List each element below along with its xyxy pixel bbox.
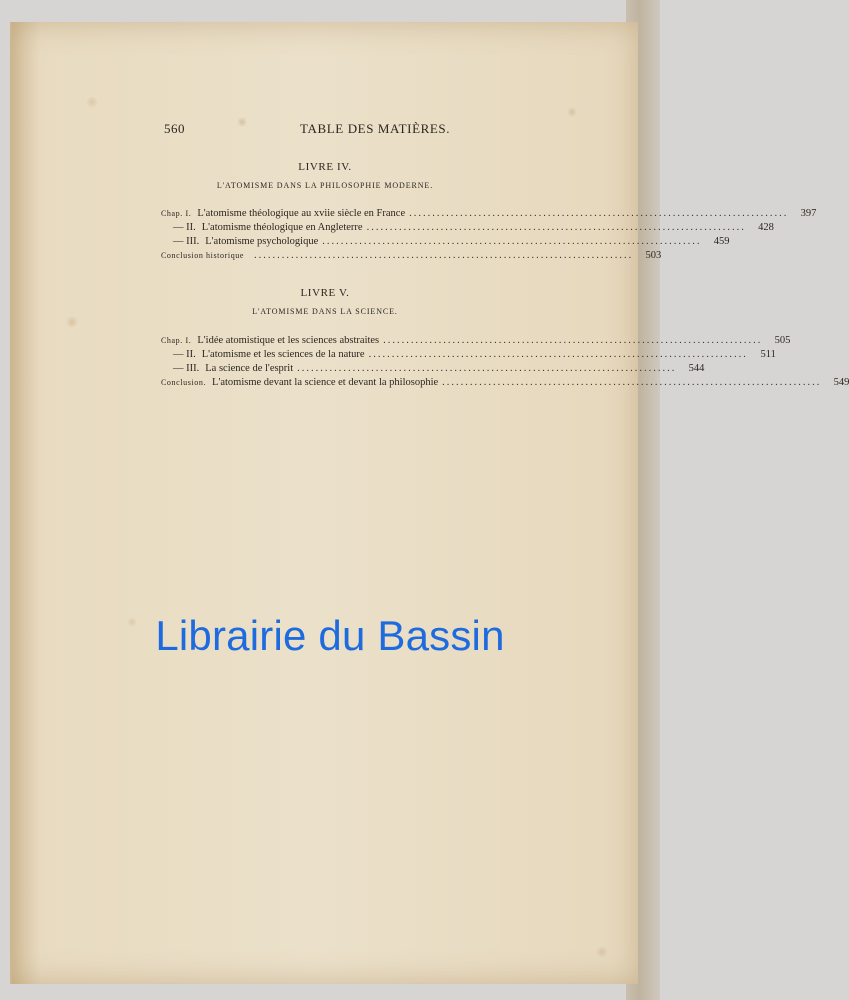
toc-entry <box>161 207 817 221</box>
chapter-lead: — II. <box>173 222 196 233</box>
chapter-page: 511 <box>760 349 776 360</box>
livre-iv-toc <box>161 207 817 263</box>
chapter-title: L'atomisme devant la science et devant la philosophie <box>212 377 439 388</box>
toc-entry <box>161 348 776 362</box>
chapter-title: L'atomisme psychologique <box>205 236 319 247</box>
chapter-lead: — III. <box>173 236 200 247</box>
leader-dots: .................................................................................. <box>254 250 634 261</box>
chapter-page: 503 <box>645 250 662 261</box>
leader-dots: .................................................................................. <box>366 222 746 233</box>
leader-dots: .................................................................................. <box>368 349 748 360</box>
chapter-page: 544 <box>688 363 705 374</box>
toc-entry <box>161 362 705 376</box>
chapter-lead: Conclusion. <box>161 378 207 387</box>
livre-iv-subtitle: L'ATOMISME DANS LA PHILOSOPHIE MODERNE. <box>216 181 434 190</box>
toc-entry <box>161 221 774 235</box>
chapter-page: 459 <box>713 236 730 247</box>
livre-v-heading: LIVRE V. <box>300 287 350 299</box>
chapter-page: 428 <box>758 222 774 233</box>
chapter-page: 549 <box>833 377 849 388</box>
chapter-lead: Chap. I. <box>161 209 192 218</box>
watermark-text: Librairie du Bassin <box>155 612 505 659</box>
toc-entry <box>161 376 849 390</box>
leader-dots: .................................................................................. <box>409 208 789 219</box>
page-header <box>12 121 638 141</box>
leader-dots: .................................................................................. <box>297 363 677 374</box>
livre-v-subtitle: L'ATOMISME DANS LA SCIENCE. <box>252 307 398 316</box>
chapter-lead: Chap. I. <box>161 336 192 345</box>
toc-entry <box>161 235 730 249</box>
chapter-title: La science de l'esprit <box>205 363 294 374</box>
leader-dots: .................................................................................. <box>442 377 822 388</box>
chapter-title: L'atomisme théologique au xviie siècle en France <box>197 208 406 219</box>
chapter-title: L'atomisme théologique en Angleterre <box>201 222 363 233</box>
book-page <box>10 22 849 984</box>
running-title: TABLE DES MATIÈRES. <box>300 121 451 136</box>
chapter-lead: — III. <box>173 363 200 374</box>
toc-entry <box>161 249 662 263</box>
leader-dots: .................................................................................. <box>322 236 702 247</box>
livre-iv-heading: LIVRE IV. <box>298 161 352 173</box>
leader-dots: .................................................................................. <box>383 335 763 346</box>
chapter-title: L'atomisme et les sciences de la nature <box>201 349 365 360</box>
chapter-page: 397 <box>800 208 817 219</box>
chapter-lead: Conclusion historique <box>161 251 245 260</box>
toc-entry <box>161 334 791 348</box>
chapter-title: L'idée atomistique et les sciences abstraites <box>197 335 380 346</box>
chapter-page: 505 <box>774 335 791 346</box>
page-number: 560 <box>164 121 185 136</box>
livre-v-toc <box>161 334 849 390</box>
chapter-lead: — II. <box>173 349 196 360</box>
